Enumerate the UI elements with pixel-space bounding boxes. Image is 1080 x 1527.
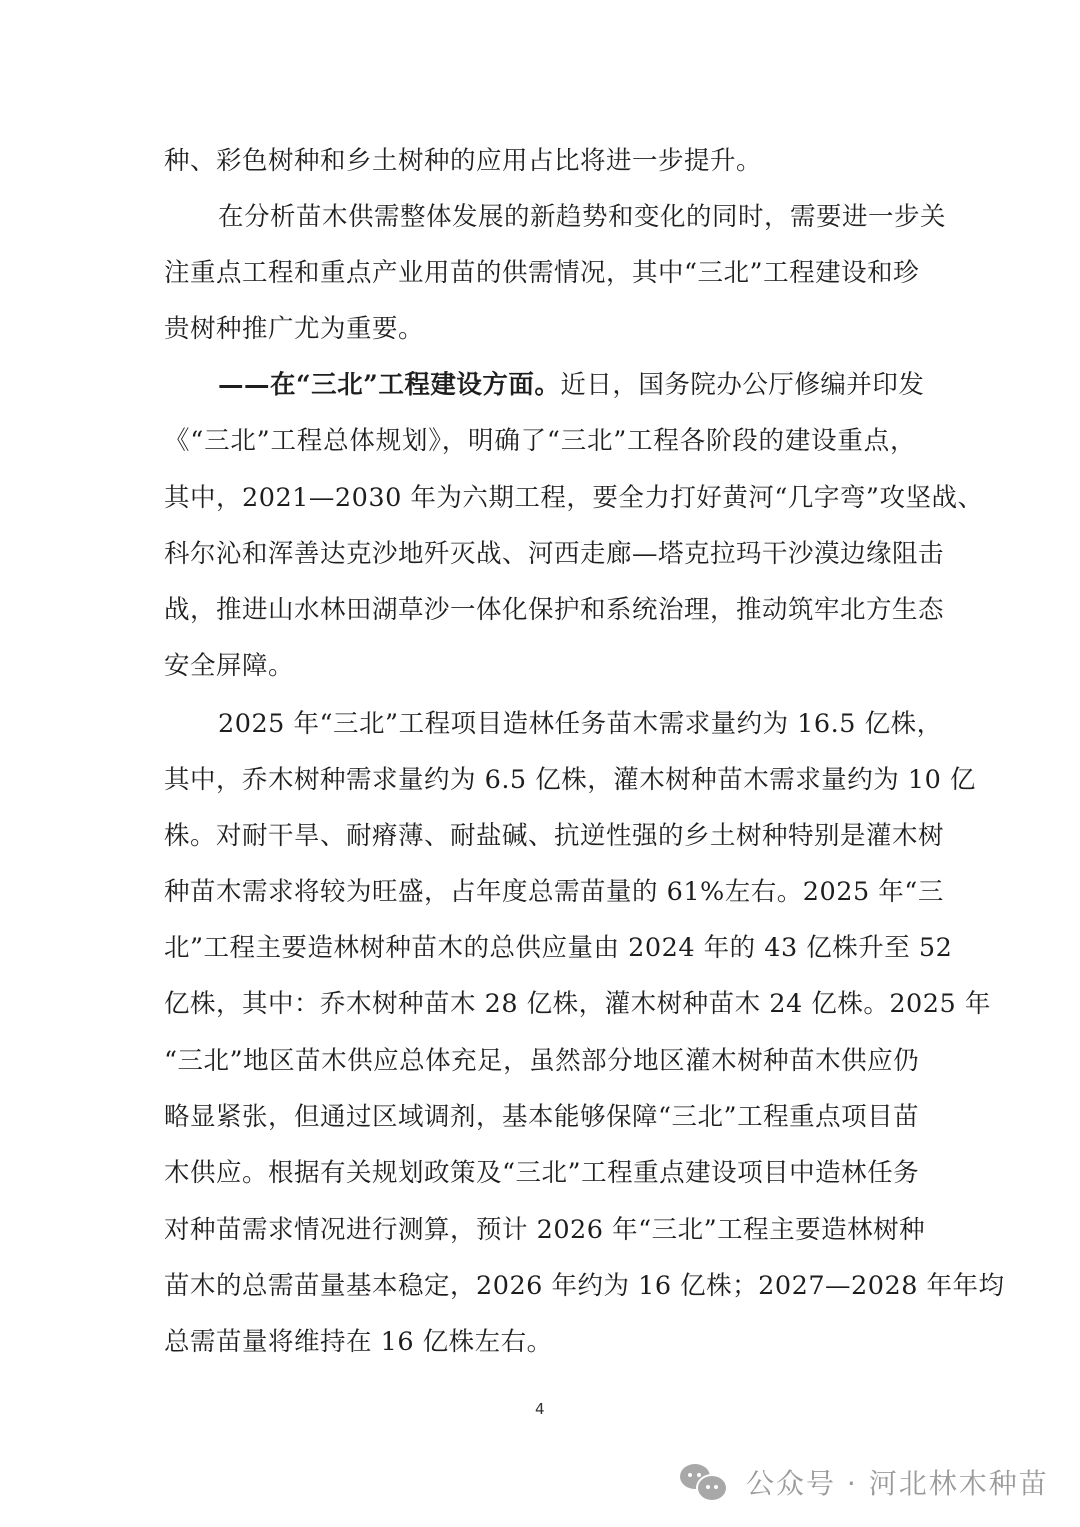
watermark [680, 1460, 1049, 1504]
line-1: 种、彩色树种和乡土树种的应用占比将进一步提升。 [164, 146, 763, 176]
line-17: “三北”地区苗木供应总体充足，虽然部分地区灌木树种苗木供应仍 [164, 1046, 920, 1076]
line-10: 安全屏障。 [164, 651, 295, 681]
line-8: 科尔沁和浑善达克沙地歼灭战、河西走廊—塔克拉玛干沙漠边缘阻击 [164, 539, 945, 569]
line-12: 其中，乔木树种需求量约为 6.5 亿株，灌木树种苗木需求量约为 10 亿 [164, 765, 976, 795]
line-15: 北”工程主要造林树种苗木的总供应量由 2024 年的 43 亿株升至 52 [164, 933, 953, 963]
line-3: 注重点工程和重点产业用苗的供需情况，其中“三北”工程建设和珍 [164, 258, 920, 288]
watermark-text: 公众号 · 河北林木种苗 [746, 1467, 1049, 1500]
line-9: 战，推进山水林田湖草沙一体化保护和系统治理，推动筑牢北方生态 [164, 595, 945, 625]
line-7: 其中，2021—2030 年为六期工程，要全力打好黄河“几字弯”攻坚战、 [164, 483, 984, 513]
section-heading: ——在“三北”工程建设方面。 [218, 370, 561, 400]
line-19: 木供应。根据有关规划政策及“三北”工程重点建设项目中造林任务 [164, 1158, 920, 1188]
line-13: 株。对耐干旱、耐瘠薄、耐盐碱、抗逆性强的乡土树种特别是灌木树 [164, 821, 945, 851]
line-16: 亿株，其中：乔木树种苗木 28 亿株，灌木树种苗木 24 亿株。2025 年 [164, 989, 991, 1019]
line-14: 种苗木需求将较为旺盛，占年度总需苗量的 61%左右。2025 年“三 [164, 877, 944, 907]
line-4: 贵树种推广尤为重要。 [164, 314, 425, 344]
line-2: 在分析苗木供需整体发展的新趋势和变化的同时，需要进一步关 [218, 202, 947, 232]
wechat-icon [680, 1462, 736, 1502]
line-5: ——在“三北”工程建设方面。近日，国务院办公厅修编并印发 [218, 370, 925, 400]
line-18: 略显紧张，但通过区域调剂，基本能够保障“三北”工程重点项目苗 [164, 1102, 920, 1132]
page-number: 4 [535, 1400, 545, 1418]
line-11: 2025 年“三北”工程项目造林任务苗木需求量约为 16.5 亿株， [218, 709, 943, 739]
line-21: 苗木的总需苗量基本稳定，2026 年约为 16 亿株；2027—2028 年年均 [164, 1271, 1005, 1301]
line-22: 总需苗量将维持在 16 亿株左右。 [164, 1327, 553, 1357]
line-20: 对种苗需求情况进行测算，预计 2026 年“三北”工程主要造林树种 [164, 1215, 926, 1245]
line-6: 《“三北”工程总体规划》，明确了“三北”工程各阶段的建设重点， [164, 426, 916, 456]
